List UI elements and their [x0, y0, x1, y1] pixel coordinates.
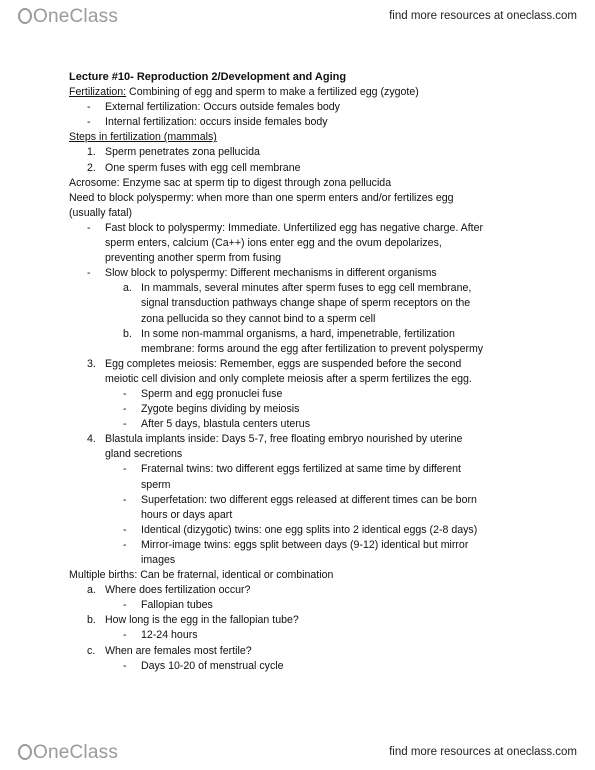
- list-item: [69, 266, 569, 281]
- list-item-text: membrane: forms around the egg after fertilization to prevent polyspermy: [141, 342, 484, 355]
- list-item: [69, 100, 569, 115]
- list-item: [69, 281, 569, 296]
- list-item: [69, 583, 569, 598]
- list-item-text: meiotic cell division and only complete meiosis after a sperm fertilizes the egg.: [105, 372, 472, 385]
- page-title: Lecture #10- Reproduction 2/Development and Aging: [69, 71, 347, 83]
- list-item-text: hours or days apart: [141, 508, 233, 521]
- footer-resources-link[interactable]: find more resources at oneclass.com: [389, 746, 577, 758]
- letter-marker: b.: [123, 327, 132, 340]
- letter-marker: b.: [87, 614, 96, 627]
- dash-marker: -: [123, 599, 127, 612]
- paragraph: Need to block polyspermy: when more than one sperm enters and/or fertilizes egg: [69, 191, 454, 204]
- dash-marker: -: [123, 538, 127, 551]
- letter-marker: c.: [87, 644, 96, 657]
- list-item: [69, 538, 569, 553]
- list-item-text: Slow block to polyspermy: Different mechanisms in different organisms: [105, 267, 437, 280]
- paragraph: (usually fatal): [69, 206, 132, 219]
- list-item-text: Sperm penetrates zona pellucida: [105, 146, 260, 159]
- list-item-text: How long is the egg in the fallopian tube?: [105, 614, 299, 627]
- oneclass-logo[interactable]: [18, 6, 118, 28]
- list-item-text: One sperm fuses with egg cell membrane: [105, 161, 301, 174]
- paragraph: Acrosome: Enzyme sac at sperm tip to digest through zona pellucida: [69, 176, 392, 189]
- list-item: [69, 613, 569, 628]
- letter-marker: a.: [123, 282, 132, 295]
- list-item: [69, 417, 569, 432]
- list-item-text: Internal fertilization: occurs inside females body: [105, 116, 328, 129]
- dash-marker: -: [87, 101, 91, 114]
- list-item-text: sperm enters, calcium (Ca++) ions enter egg and the ovum depolarizes,: [105, 237, 442, 250]
- list-item-text: Days 10-20 of menstrual cycle: [141, 659, 284, 672]
- dash-marker: -: [123, 629, 127, 642]
- list-item: [69, 357, 569, 372]
- list-item-text: Blastula implants inside: Days 5-7, free floating embryo nourished by uterine: [105, 433, 463, 446]
- list-item: [69, 659, 569, 674]
- list-item-text: signal transduction pathways change shape of sperm receptors on the: [141, 297, 471, 310]
- number-marker: 4.: [87, 433, 96, 446]
- list-item: [69, 327, 569, 342]
- dash-marker: -: [123, 387, 127, 400]
- list-item: [69, 462, 569, 477]
- list-item-text: Sperm and egg pronuclei fuse: [141, 387, 283, 400]
- oneclass-logo[interactable]: [18, 742, 118, 764]
- list-item: [69, 628, 569, 643]
- dash-marker: -: [87, 116, 91, 129]
- logo-o-icon: [18, 8, 32, 24]
- dash-marker: -: [123, 463, 127, 476]
- logo-text: OneClass: [33, 6, 119, 27]
- list-item-text: External fertilization: Occurs outside females body: [105, 101, 340, 114]
- list-item-text: zona pellucida so they cannot bind to a sperm cell: [141, 312, 376, 325]
- list-item-text: Egg completes meiosis: Remember, eggs are suspended before the second: [105, 357, 462, 370]
- lecture-notes: [69, 70, 569, 674]
- list-item-text: gland secretions: [105, 448, 183, 461]
- logo-o-icon: [18, 744, 32, 760]
- number-marker: 2.: [87, 161, 96, 174]
- list-item-text: images: [141, 554, 176, 566]
- page-footer: [0, 736, 595, 770]
- paragraph: Multiple births: Can be fraternal, identical or combination: [69, 569, 334, 582]
- list-item-text: When are females most fertile?: [105, 644, 252, 657]
- list-item-text: Superfetation: two different eggs released at different times can be born: [141, 493, 477, 506]
- list-item: [69, 432, 569, 447]
- list-item: [69, 598, 569, 613]
- letter-marker: a.: [87, 584, 96, 597]
- list-item-text: preventing another sperm from fusing: [105, 252, 282, 265]
- list-item-text: Fallopian tubes: [141, 599, 213, 612]
- list-item-text: In some non-mammal organisms, a hard, impenetrable, fertilization: [141, 327, 455, 340]
- list-item-text: 12-24 hours: [141, 629, 198, 642]
- dash-marker: -: [123, 523, 127, 536]
- list-item-text: In mammals, several minutes after sperm fuses to egg cell membrane,: [141, 282, 472, 295]
- list-item: [69, 402, 569, 417]
- dash-marker: -: [123, 493, 127, 506]
- list-item-text: Mirror-image twins: eggs split between days (9-12) identical but mirror: [141, 538, 469, 551]
- list-item-text: After 5 days, blastula centers uterus: [141, 418, 310, 431]
- list-item-text: Zygote begins dividing by meiosis: [141, 403, 300, 416]
- list-item: [69, 115, 569, 130]
- number-marker: 1.: [87, 146, 96, 159]
- list-item: [69, 644, 569, 659]
- list-item: [69, 523, 569, 538]
- list-item-text: Fraternal twins: two different eggs fertilized at same time by different: [141, 463, 461, 476]
- list-item-text: Fast block to polyspermy: Immediate. Unfertilized egg has negative charge. After: [105, 221, 484, 234]
- list-item: [69, 161, 569, 176]
- list-item-text: Where does fertilization occur?: [105, 584, 251, 597]
- dash-marker: -: [123, 418, 127, 431]
- page-header: [0, 0, 595, 34]
- list-item: [69, 387, 569, 402]
- header-resources-link[interactable]: find more resources at oneclass.com: [389, 10, 577, 22]
- dash-marker: -: [123, 659, 127, 672]
- section-heading: Steps in fertilization (mammals): [69, 131, 217, 144]
- list-item: [69, 493, 569, 508]
- logo-text: OneClass: [33, 742, 119, 763]
- list-item: [69, 145, 569, 160]
- dash-marker: -: [87, 267, 91, 280]
- dash-marker: -: [123, 403, 127, 416]
- list-item: [69, 221, 569, 236]
- list-item-text: sperm: [141, 478, 171, 491]
- fertilization-definition: [69, 85, 569, 100]
- list-item-text: Identical (dizygotic) twins: one egg splits into 2 identical eggs (2-8 days): [141, 523, 478, 536]
- dash-marker: -: [87, 221, 91, 234]
- fertilization-label: Fertilization:: [69, 86, 127, 99]
- number-marker: 3.: [87, 357, 96, 370]
- fertilization-text: Combining of egg and sperm to make a fertilized egg (zygote): [126, 86, 419, 99]
